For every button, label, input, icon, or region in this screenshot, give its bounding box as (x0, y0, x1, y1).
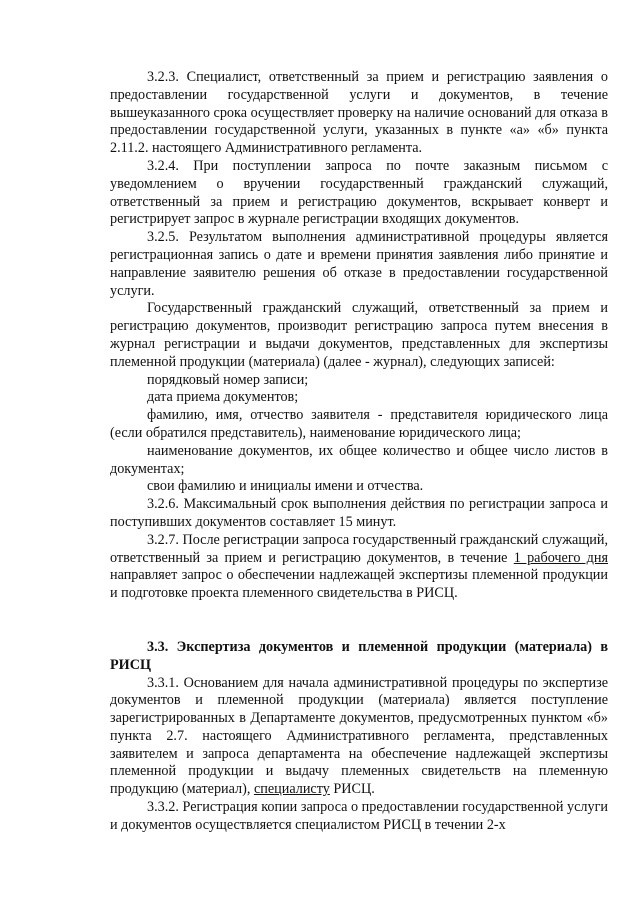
paragraph-3-3-2: 3.3.2. Регистрация копии запроса о предоставлении государственной услуги и документов осуществляется специалистом РИСЦ в течении 2-х (110, 799, 608, 833)
paragraph-3-2-6: 3.2.6. Максимальный срок выполнения действия по регистрации запроса и поступивших документов составляет 15 минут. (110, 496, 608, 530)
paragraph-registration: Государственный гражданский служащий, ответственный за прием и регистрацию документов, производит регистрацию запроса путем внесения в журнал регистрации и выдачи документов, представленных для экспертизы племенной продукции (материала) (далее - журнал), следующих записей: (110, 300, 608, 370)
section-heading-3-3: 3.3. Экспертиза документов и племенной продукции (материала) в РИСЦ (110, 638, 608, 673)
paragraph-3-2-3: 3.2.3. Специалист, ответственный за прием и регистрацию заявления о предоставлении государственной услуги и документов, в течение вышеуказанного срока осуществляет проверку на наличие оснований для отказа в предоставлении государственной услуги, указанных в пункте «а» «б» пункта 2.11.2. настоящего Административного регламента. (110, 69, 608, 157)
list-item-documents: наименование документов, их общее количество и общее число листов в документах; (110, 442, 608, 477)
underlined-specialist: специалисту (253, 781, 330, 798)
list-item-date: дата приема документов; (147, 389, 299, 406)
underlined-deadline: 1 рабочего дня (513, 549, 608, 566)
list-item-applicant-name: фамилию, имя, отчество заявителя - представителя юридического лица (если обратился представитель), наименование юридического лица; (110, 407, 608, 441)
document-page (110, 69, 608, 835)
list-item-record-number: порядковый номер записи; (147, 371, 309, 388)
paragraph-3-2-5: 3.2.5. Результатом выполнения административной процедуры является регистрационная запись о дате и времени принятия заявления либо принятие и направление заявителю решения об отказе в предоставлении государственной услуги. (110, 229, 608, 299)
list-item-signature: свои фамилию и инициалы имени и отчества. (147, 478, 424, 495)
paragraph-3-2-4: 3.2.4. При поступлении запроса по почте заказным письмом с уведомлением о вручении государственный гражданский служащий, ответственный за прием и регистрацию документов, вскрывает конверт и регистрирует запрос в журнале регистрации входящих документов. (110, 157, 608, 228)
paragraph-3-3-1-text-end: РИСЦ. (329, 781, 375, 798)
paragraph-3-2-7-text-end: направляет запрос о обеспечении надлежащей экспертизы племенной продукции и подготовке проекта племенного свидетельства в РИСЦ. (110, 567, 608, 602)
paragraph-3-2-7-text: 3.2.7. После регистрации запроса государственный гражданский служащий, ответственный за прием и регистрацию документов, в течение (110, 531, 608, 566)
paragraph-3-3-1 (110, 675, 608, 800)
section-spacer (110, 603, 608, 639)
paragraph-3-3-1-text: 3.3.1. Основанием для начала административной процедуры по экспертизе документов и племенной продукции (материала) является поступление зарегистрированных в Департаменте документов, предусмотренных пунктом «б» пункта 2.7. настоящего Административного регламента, представленных заявителем и запроса департамента на обеспечение надлежащей экспертизы племенной продукции и выдачу племенных свидетельств на племенную продукцию (материал), (110, 674, 608, 798)
paragraph-3-2-7 (110, 532, 608, 603)
